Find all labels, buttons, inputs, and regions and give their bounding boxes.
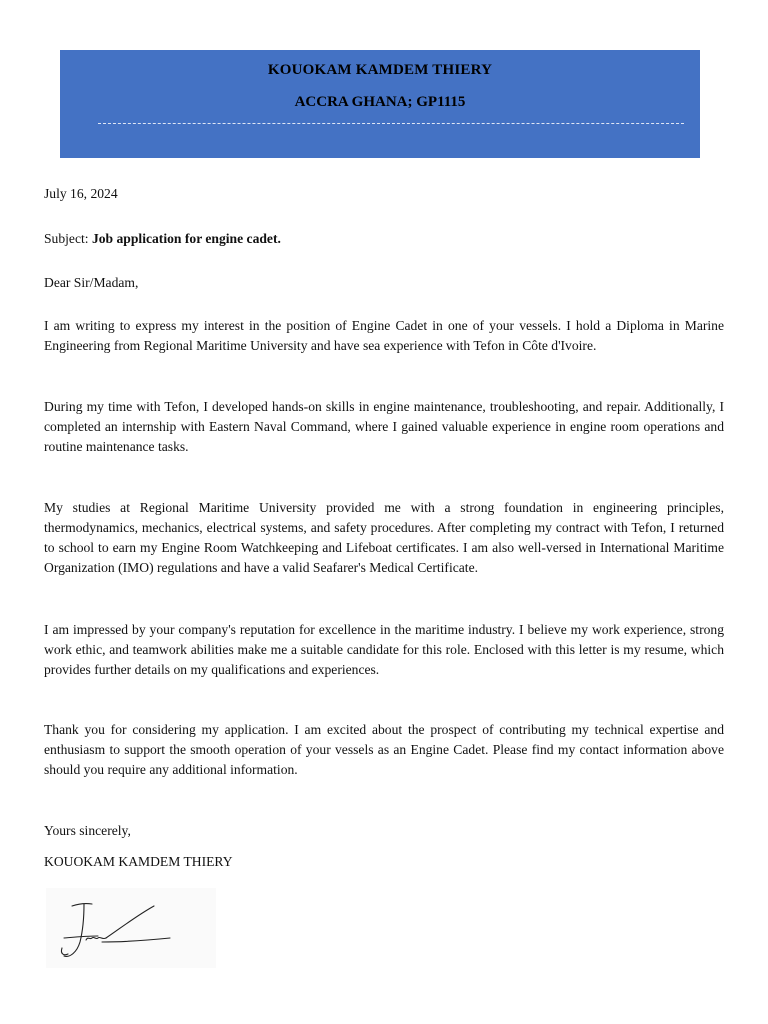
letter-paragraph: During my time with Tefon, I developed hands-on skills in engine maintenance, troubleshooting, and repair. Additionally, I completed an internship with Eastern Naval Command, where I gained valuable experience in engine room operations and routine maintenance tasks.	[44, 399, 724, 454]
letter-body	[44, 184, 724, 869]
letter-salutation: Dear Sir/Madam,	[44, 275, 139, 290]
letter-paragraph: I am impressed by your company's reputation for excellence in the maritime industry. I believe my work experience, strong work ethic, and teamwork abilities make me a suitable candidate for this role. Enclosed with this letter is my resume, which provides further details on my qualifications and experiences.	[44, 622, 724, 677]
letterhead	[60, 50, 700, 158]
subject-label: Subject:	[44, 231, 92, 246]
letter-closing: Yours sincerely,	[44, 823, 131, 838]
letter-signer-name: KOUOKAM KAMDEM THIERY	[44, 854, 233, 869]
letter-date: July 16, 2024	[44, 186, 118, 201]
letterhead-address: ACCRA GHANA; GP1115	[294, 94, 466, 110]
letterhead-name: KOUOKAM KAMDEM THIERY	[267, 62, 493, 78]
letterhead-divider	[98, 123, 684, 124]
letter-paragraph: I am writing to express my interest in the position of Engine Cadet in one of your vessels. I hold a Diploma in Marine Engineering from Regional Maritime University and have sea experience with Tefon in Côte d'Ivoire.	[44, 318, 724, 353]
letter-subject	[44, 229, 281, 249]
letter-paragraph: My studies at Regional Maritime University provided me with a strong foundation in engineering principles, thermodynamics, mechanics, electrical systems, and safety procedures. After completing my contract with Tefon, I returned to school to earn my Engine Room Watchkeeping and Lifeboat certificates. I am also well-versed in International Maritime Organization (IMO) regulations and have a valid Seafarer's Medical Certificate.	[44, 500, 724, 575]
subject-text: Job application for engine cadet.	[91, 231, 281, 246]
letter-paragraph: Thank you for considering my application. I am excited about the prospect of contributing my technical expertise and enthusiasm to support the smooth operation of your vessels as an Engine Cadet. Please find my contact information above should you require any additional information.	[44, 722, 724, 777]
signature-icon	[46, 888, 216, 968]
